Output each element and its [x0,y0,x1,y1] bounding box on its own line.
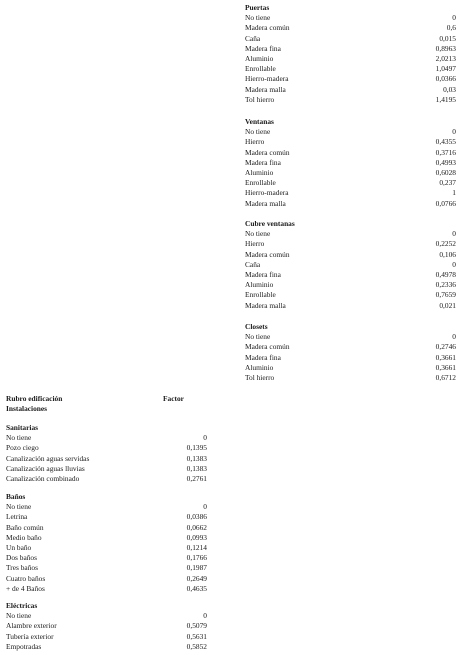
row-label: Hierro [245,137,265,147]
row-label: No tiene [245,127,271,137]
rubro-heading: Rubro edificación [6,394,63,403]
row-label: Tol hierro [245,94,275,104]
table-row [6,474,207,484]
section-cubre-ventanas [245,219,456,311]
row-label: Caña [245,33,261,43]
row-label: No tiene [245,13,271,23]
row-value: 0,1987 [186,563,207,573]
table-row [6,443,207,453]
table-row [245,342,456,352]
row-label: Madera común [245,249,290,259]
table-row [245,64,456,74]
row-label: Dos baños [6,553,37,563]
row-label: Madera malla [245,84,286,94]
section-sanitarias [6,423,207,484]
row-value: 0,237 [439,178,456,188]
row-value: 0,4635 [186,583,207,593]
row-value: 0 [203,502,207,512]
row-label: No tiene [245,332,271,342]
row-value: 0,021 [439,300,456,310]
row-value: 0,5852 [186,641,207,651]
section-title: Sanitarias [6,423,39,432]
table-row [6,574,207,584]
table-row [6,543,207,553]
row-value: 0,2336 [435,280,456,290]
row-value: 0,3661 [435,352,456,362]
row-label: Empotradas [6,641,42,651]
section-title: Eléctricas [6,601,38,610]
section-title: Baños [6,492,26,501]
row-value: 0,6028 [435,167,456,177]
row-label: Madera fina [245,352,281,362]
row-value: 1,0497 [435,64,456,74]
row-value: 0,3716 [435,147,456,157]
row-label: + de 4 Baños [6,583,45,593]
table-row [245,280,456,290]
table-row [245,373,456,383]
section-closets [245,322,456,383]
row-value: 0,1383 [186,453,207,463]
row-label: Tol hierro [245,372,275,382]
table-row [245,95,456,105]
section-electricas [6,601,207,652]
row-label: Caña [245,259,261,269]
table-row [245,332,456,342]
row-label: Cuatro baños [6,573,46,583]
table-row [245,137,456,147]
table-row [6,454,207,464]
table-row [6,584,207,594]
row-label: Madera fina [245,43,281,53]
row-value: 0,2761 [186,473,207,483]
factor-heading: Factor [163,394,184,403]
section-title: Cubre ventanas [245,219,295,228]
row-label: Medio baño [6,532,42,542]
row-value: 0,6712 [435,372,456,382]
row-label: Canalización aguas lluvias [6,463,85,473]
row-value: 0,0662 [186,522,207,532]
row-value: 0 [452,229,456,239]
row-label: Madera malla [245,198,286,208]
table-row [245,188,456,198]
table-row [6,464,207,474]
table-row [6,611,207,621]
table-row [245,260,456,270]
row-label: No tiene [6,433,32,443]
row-label: Tubería exterior [6,631,54,641]
row-label: Aluminio [245,53,274,63]
row-value: 0,3661 [435,362,456,372]
table-row [245,74,456,84]
row-label: Canalización combinado [6,473,80,483]
row-value: 0,0386 [186,512,207,522]
table-row [6,433,207,443]
row-label: Madera común [245,147,290,157]
subtitle-instalaciones: Instalaciones [6,404,48,414]
row-value: 0,2746 [435,342,456,352]
row-value: 0,4978 [435,269,456,279]
row-label: No tiene [6,611,32,621]
table-row [245,168,456,178]
section-title: Closets [245,322,268,331]
row-value: 0,4355 [435,137,456,147]
table-row [245,353,456,363]
table-row [245,363,456,373]
row-value: 0,0993 [186,532,207,542]
table-row [245,85,456,95]
row-value: 0 [203,433,207,443]
row-label: Alambre exterior [6,621,57,631]
section-puertas [245,3,456,105]
row-label: Madera común [245,23,290,33]
row-label: Canalización aguas servidas [6,453,90,463]
row-label: Aluminio [245,280,274,290]
row-value: 0 [452,127,456,137]
table-row [245,158,456,168]
row-label: Baño común [6,522,44,532]
table-row [245,290,456,300]
row-label: Hierro-madera [245,188,289,198]
table-row [245,229,456,239]
row-label: Madera común [245,342,290,352]
table-row [245,34,456,44]
row-label: Madera fina [245,157,281,167]
table-row [245,239,456,249]
row-value: 0 [452,259,456,269]
table-row [6,502,207,512]
row-value: 0,03 [443,84,456,94]
row-value: 0,0766 [435,198,456,208]
row-value: 0,4993 [435,157,456,167]
row-value: 0,2252 [435,239,456,249]
table-row [6,533,207,543]
row-label: No tiene [245,229,271,239]
row-label: Enrollable [245,64,276,74]
table-header [6,394,206,414]
row-value: 0 [203,611,207,621]
row-label: Enrollable [245,290,276,300]
row-label: Letrina [6,512,28,522]
row-label: Tres baños [6,563,38,573]
row-value: 0,1766 [186,553,207,563]
table-row [245,270,456,280]
row-value: 0,2649 [186,573,207,583]
table-row [245,44,456,54]
row-value: 0,106 [439,249,456,259]
row-value: 1,4195 [435,94,456,104]
section-title: Puertas [245,3,270,12]
table-row [245,301,456,311]
row-value: 0,1383 [186,463,207,473]
table-row [245,13,456,23]
section-title: Ventanas [245,117,274,126]
table-row [245,54,456,64]
table-row [6,523,207,533]
row-value: 0,015 [439,33,456,43]
row-label: Un baño [6,542,32,552]
table-row [6,563,207,573]
row-label: Madera fina [245,269,281,279]
table-row [6,553,207,563]
row-value: 0,5079 [186,621,207,631]
table-row [245,178,456,188]
row-value: 0,6 [446,23,456,33]
row-value: 0,0366 [435,74,456,84]
table-row [6,621,207,631]
table-row [6,512,207,522]
row-value: 1 [452,188,456,198]
section-ventanas [245,117,456,209]
row-value: 0 [452,332,456,342]
row-value: 0,7659 [435,290,456,300]
table-row [6,632,207,642]
row-value: 0,1395 [186,443,207,453]
row-value: 0,5631 [186,631,207,641]
table-row [245,250,456,260]
row-label: Madera malla [245,300,286,310]
table-row [245,148,456,158]
row-label: Enrollable [245,178,276,188]
row-label: Hierro [245,239,265,249]
row-value: 0 [452,13,456,23]
table-row [245,23,456,33]
row-value: 2,0213 [435,53,456,63]
row-label: Aluminio [245,167,274,177]
row-label: Pozo ciego [6,443,39,453]
row-label: No tiene [6,502,32,512]
row-value: 0,1214 [186,542,207,552]
section-banos [6,492,207,594]
table-row [245,199,456,209]
table-row [6,642,207,652]
row-value: 0,8963 [435,43,456,53]
row-label: Hierro-madera [245,74,289,84]
table-row [245,127,456,137]
row-label: Aluminio [245,362,274,372]
